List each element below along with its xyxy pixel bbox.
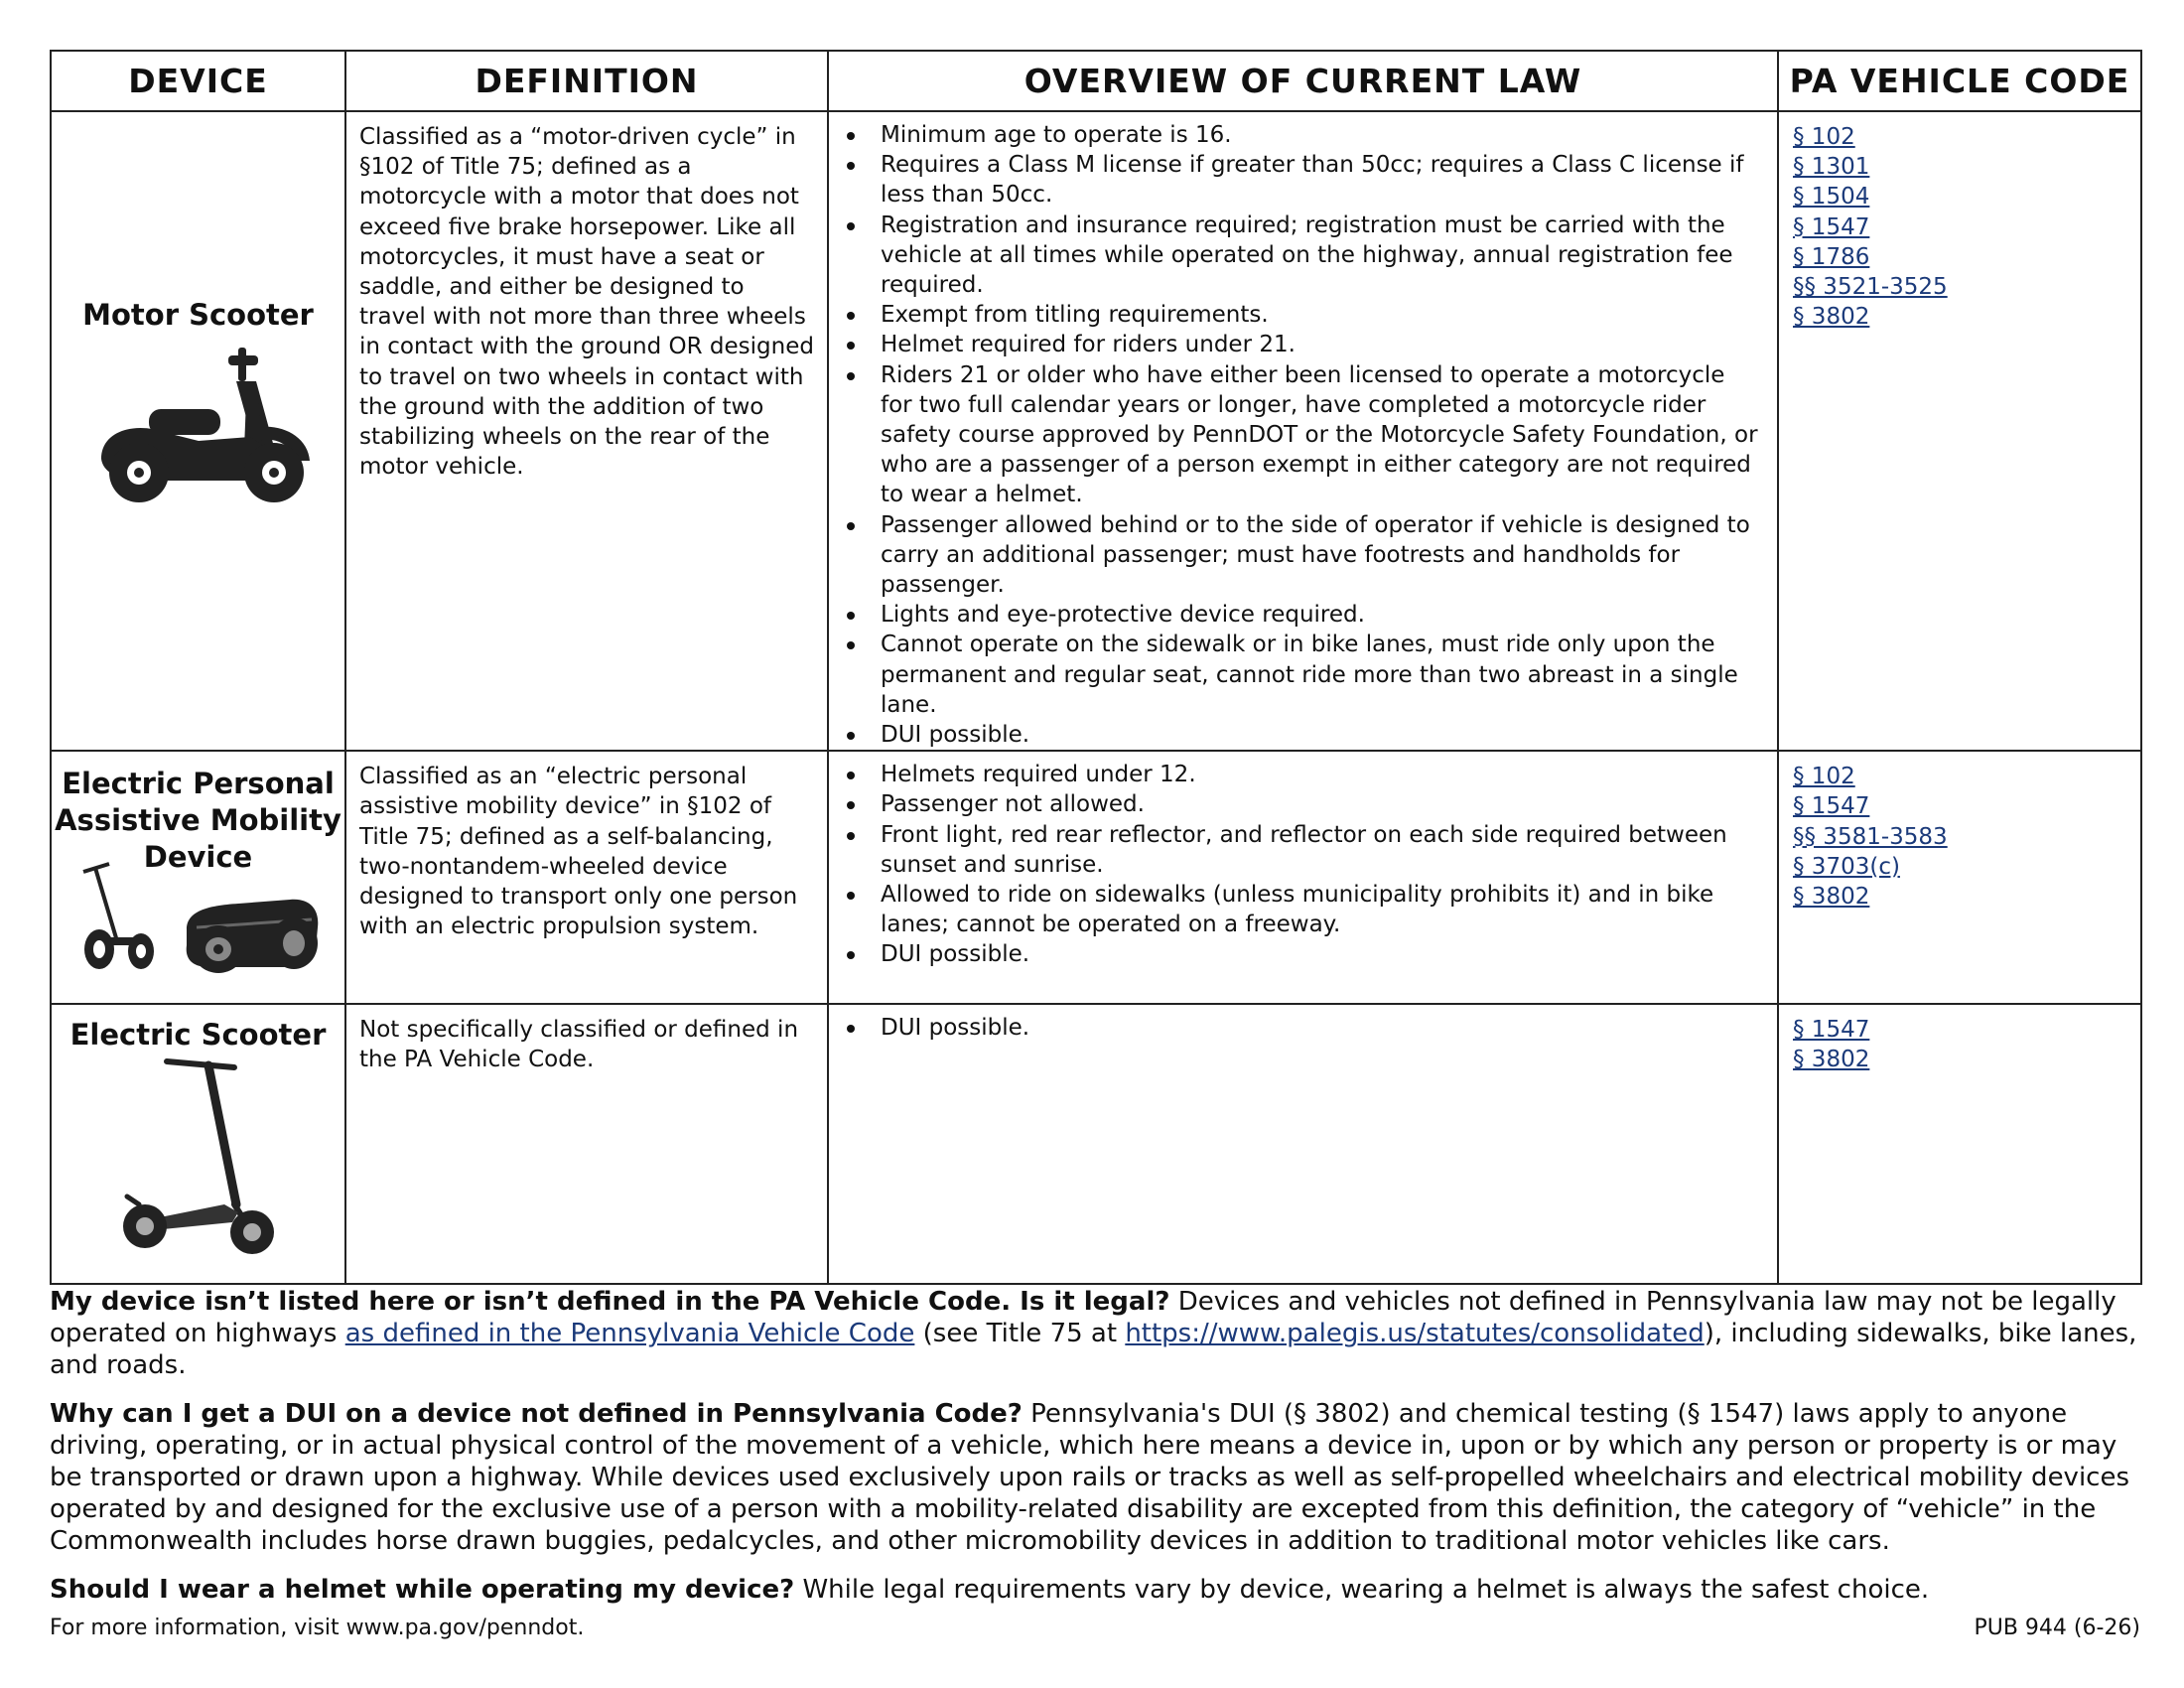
law-item: Minimum age to operate is 16. [843, 120, 1763, 150]
device-name: Electric Personal Assistive Mobility Device [55, 767, 341, 875]
device-name: Motor Scooter [82, 298, 314, 332]
device-law-table [50, 50, 2142, 1285]
law-item: Allowed to ride on sidewalks (unless municipality prohibits it) and in bike lanes; cannot be operated on a freeway. [843, 880, 1763, 939]
code-cell [1778, 1004, 2141, 1284]
law-item: Riders 21 or older who have either been licensed to operate a motorcycle for two full calendar years or longer, have completed a motorcycle rider safety course approved by PennDOT or the Motorcycle Safety Foundation, or who are a passenger of a person exempt in either category are not required to wear a helmet. [843, 360, 1763, 510]
definition-cell: Not specifically classified or defined in the PA Vehicle Code. [345, 1004, 828, 1284]
law-cell [828, 751, 1778, 1004]
electric-scooter-icon [109, 1055, 288, 1259]
faq-answer: ), including sidewalks, bike lanes, and roads. [50, 1319, 2137, 1380]
law-item: Helmet required for riders under 21. [843, 330, 1763, 359]
table-row-electric-scooter [51, 1004, 2141, 1284]
device-cell [51, 751, 345, 1004]
law-item: Registration and insurance required; registration must be carried with the vehicle at all times while operated on the highway, annual registration fee required. [843, 211, 1763, 301]
law-item: Exempt from titling requirements. [843, 300, 1763, 330]
code-link-102[interactable]: § 102 [1793, 764, 1855, 790]
law-list [843, 120, 1763, 750]
law-item: Cannot operate on the sidewalk or in bike lanes, must ride only upon the permanent and regular seat, cannot ride more than two abreast in a single lane. [843, 630, 1763, 720]
device-cell [51, 111, 345, 751]
law-item: Front light, red rear reflector, and reflector on each side required between sunset and sunrise. [843, 820, 1763, 880]
law-item: Lights and eye-protective device required. [843, 600, 1763, 630]
law-item: DUI possible. [843, 1013, 1763, 1043]
law-list [843, 760, 1763, 969]
code-link-102[interactable]: § 102 [1793, 124, 1855, 150]
motor-scooter-icon [79, 338, 318, 511]
faq-answer: Devices and vehicles not defined in Pennsylvania law may not be legally operated on highways [50, 1287, 2116, 1348]
code-link-3703c[interactable]: § 3703(c) [1793, 853, 1900, 880]
definition-cell: Classified as a “motor-driven cycle” in §102 of Title 75; defined as a motorcycle with a motor that does not exceed five brake horsepower. Like all motorcycles, it must have a seat or saddle, and either be designed to travel with not more than three wheels in contact with the ground OR designed to travel on two wheels in contact with the ground with the addition of two stabilizing wheels on the rear of the motor vehicle. [345, 111, 828, 751]
publication-number: PUB 944 (6-26) [1974, 1616, 2140, 1640]
code-link-3581-3583[interactable]: §§ 3581-3583 [1793, 823, 1948, 850]
code-link-1504[interactable]: § 1504 [1793, 184, 1870, 211]
palegis-statutes-link[interactable]: https://www.palegis.us/statutes/consolidated [1125, 1319, 1705, 1348]
faq-item [50, 1574, 2144, 1606]
header-definition: DEFINITION [345, 51, 828, 111]
faq-answer: (see Title 75 at [914, 1319, 1126, 1348]
table-row-epamd [51, 751, 2141, 1004]
law-list [843, 1013, 1763, 1043]
footer-info: For more information, visit www.pa.gov/penndot. [50, 1616, 585, 1640]
faq-question: My device isn’t listed here or isn’t defined in the PA Vehicle Code. Is it legal? [50, 1287, 1170, 1317]
header-device: DEVICE [51, 51, 345, 111]
device-name: Electric Scooter [69, 1018, 327, 1053]
law-cell [828, 111, 1778, 751]
law-item: Passenger allowed behind or to the side of operator if vehicle is designed to carry an additional passenger; must have footrests and handholds for passenger. [843, 510, 1763, 601]
table-row-motor-scooter [51, 111, 2141, 751]
code-link-3802[interactable]: § 3802 [1793, 1047, 1870, 1073]
code-link-1301[interactable]: § 1301 [1793, 154, 1870, 181]
code-link-3802[interactable]: § 3802 [1793, 304, 1870, 331]
faq-answer: Pennsylvania's DUI (§ 3802) and chemical testing (§ 1547) laws apply to anyone driving, operating, or in actual physical control of the movement of a vehicle, which here means a device in, upon or by which any person or property is or may be transported or drawn upon a highway. While devices used exclusively upon rails or tracks as well as self-propelled wheelchairs and electrical mobility devices operated by and designed for the exclusive use of a person with a mobility-related disability are excepted from this definition, the category of “vehicle” in the Commonwealth includes horse drawn buggies, pedalcycles, and other micromobility devices in addition to traditional motor vehicles like cars. [50, 1399, 2130, 1556]
faq-answer: While legal requirements vary by device, wearing a helmet is always the safest choice. [794, 1575, 1930, 1605]
vehicle-code-link[interactable]: as defined in the Pennsylvania Vehicle Code [344, 1319, 915, 1348]
code-link-1547[interactable]: § 1547 [1793, 213, 1870, 240]
faq-item [50, 1398, 2144, 1557]
code-link-3802[interactable]: § 3802 [1793, 884, 1870, 911]
code-link-1547[interactable]: § 1547 [1793, 1017, 1870, 1044]
law-cell [828, 1004, 1778, 1284]
definition-cell: Classified as an “electric personal assistive mobility device” in §102 of Title 75; defined as a self-balancing, two-nontandem-wheeled device designed to transport only one person with an electric propulsion system. [345, 751, 828, 1004]
faq-item [50, 1286, 2144, 1381]
code-link-1786[interactable]: § 1786 [1793, 243, 1870, 270]
device-cell [51, 1004, 345, 1284]
law-item: Requires a Class M license if greater than 50cc; requires a Class C license if less than 50cc. [843, 150, 1763, 210]
table-header-row [51, 51, 2141, 111]
header-overview: OVERVIEW OF CURRENT LAW [828, 51, 1778, 111]
code-cell [1778, 751, 2141, 1004]
header-vehicle-code: PA VEHICLE CODE [1778, 51, 2141, 111]
code-link-3521-3525[interactable]: §§ 3521-3525 [1793, 274, 1948, 301]
faq-question: Should I wear a helmet while operating my device? [50, 1575, 795, 1605]
code-link-1547[interactable]: § 1547 [1793, 793, 1870, 820]
faq-question: Why can I get a DUI on a device not defined in Pennsylvania Code? [50, 1399, 1023, 1429]
law-item: Passenger not allowed. [843, 789, 1763, 819]
law-item: DUI possible. [843, 939, 1763, 969]
law-item: DUI possible. [843, 720, 1763, 750]
faq-section [50, 1286, 2144, 1622]
law-item: Helmets required under 12. [843, 760, 1763, 789]
code-cell [1778, 111, 2141, 751]
